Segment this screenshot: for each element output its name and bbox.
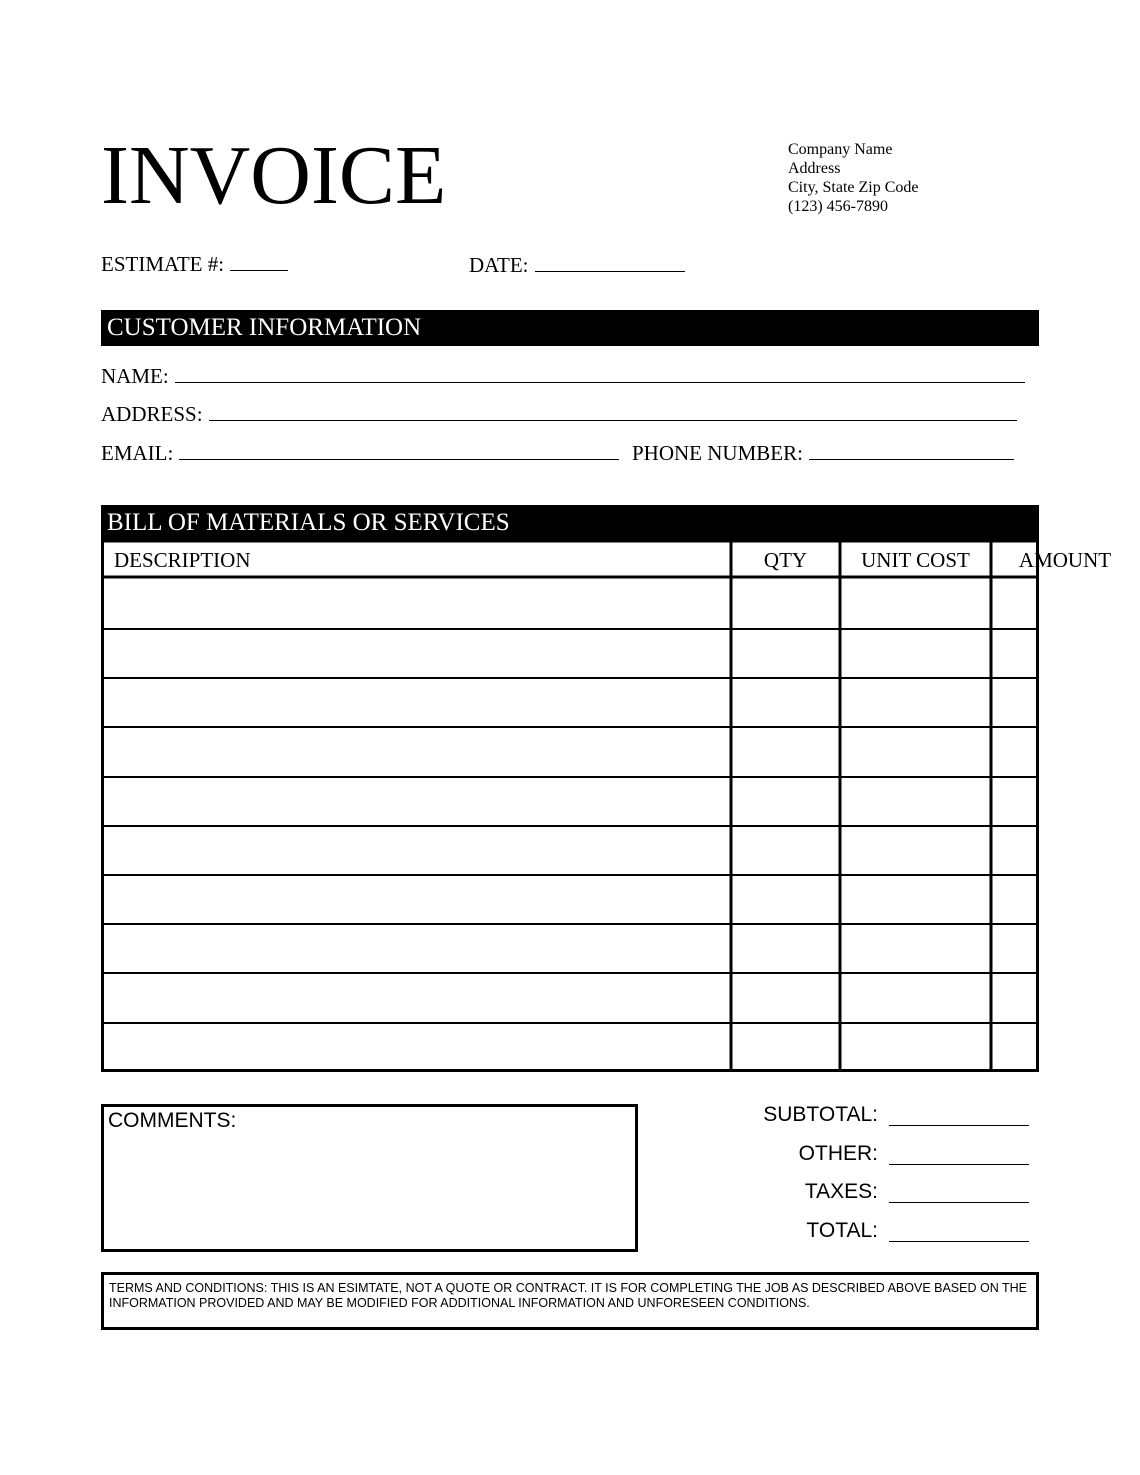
other-label: OTHER:	[798, 1142, 878, 1165]
column-header-amount: AMOUNT	[1018, 548, 1112, 572]
comments-label: COMMENTS:	[108, 1109, 237, 1132]
phone-blank[interactable]	[809, 439, 1014, 460]
total-label: TOTAL:	[806, 1219, 878, 1242]
email-field	[101, 439, 619, 466]
company-address: Address	[788, 160, 841, 177]
name-label: NAME:	[101, 364, 169, 388]
phone-field	[632, 439, 1014, 466]
email-label: EMAIL:	[101, 441, 174, 465]
estimate-field	[101, 250, 288, 277]
estimate-blank[interactable]	[230, 250, 288, 271]
company-block	[788, 140, 919, 216]
email-blank[interactable]	[179, 439, 619, 460]
company-city-state-zip: City, State Zip Code	[788, 179, 919, 196]
date-label: DATE:	[469, 253, 529, 277]
comments-box[interactable]	[101, 1104, 638, 1252]
taxes-blank[interactable]	[889, 1202, 1029, 1203]
address-blank[interactable]	[209, 400, 1017, 421]
phone-label: PHONE NUMBER:	[632, 441, 803, 465]
address-label: ADDRESS:	[101, 402, 203, 426]
column-header-unit-cost: UNIT COST	[861, 548, 970, 572]
subtotal-label: SUBTOTAL:	[763, 1103, 878, 1126]
customer-info-title: CUSTOMER INFORMATION	[107, 314, 422, 341]
address-field	[101, 400, 1017, 427]
company-name: Company Name	[788, 141, 893, 158]
terms-text: TERMS AND CONDITIONS: THIS IS AN ESIMTATE, NOT A QUOTE OR CONTRACT. IT IS FOR COMPLETING THE JOB AS DESCRIBED ABOVE BASED ON THE INFORMATION PROVIDED AND MAY BE MODIFIED FOR ADDITIONAL INFORMATION AND UNFORESEEN CONDITIONS.	[109, 1281, 1027, 1310]
bill-header	[101, 505, 1039, 541]
date-field	[469, 251, 685, 278]
taxes-label: TAXES:	[804, 1180, 878, 1203]
date-blank[interactable]	[535, 251, 685, 272]
estimate-label: ESTIMATE #:	[101, 252, 225, 276]
total-blank[interactable]	[889, 1241, 1029, 1242]
bill-table-grid	[101, 541, 1039, 1072]
company-phone: (123) 456-7890	[788, 198, 888, 215]
name-blank[interactable]	[175, 362, 1025, 383]
column-header-description: DESCRIPTION	[114, 548, 251, 572]
terms-box	[101, 1272, 1039, 1330]
bill-table	[101, 541, 1112, 1072]
column-header-qty: QTY	[763, 548, 808, 572]
other-blank[interactable]	[889, 1164, 1029, 1165]
customer-info-header	[101, 310, 1039, 346]
bill-title: BILL OF MATERIALS OR SERVICES	[107, 509, 510, 536]
name-field	[101, 362, 1025, 389]
subtotal-blank[interactable]	[889, 1125, 1029, 1126]
invoice-title: INVOICE	[101, 129, 447, 222]
